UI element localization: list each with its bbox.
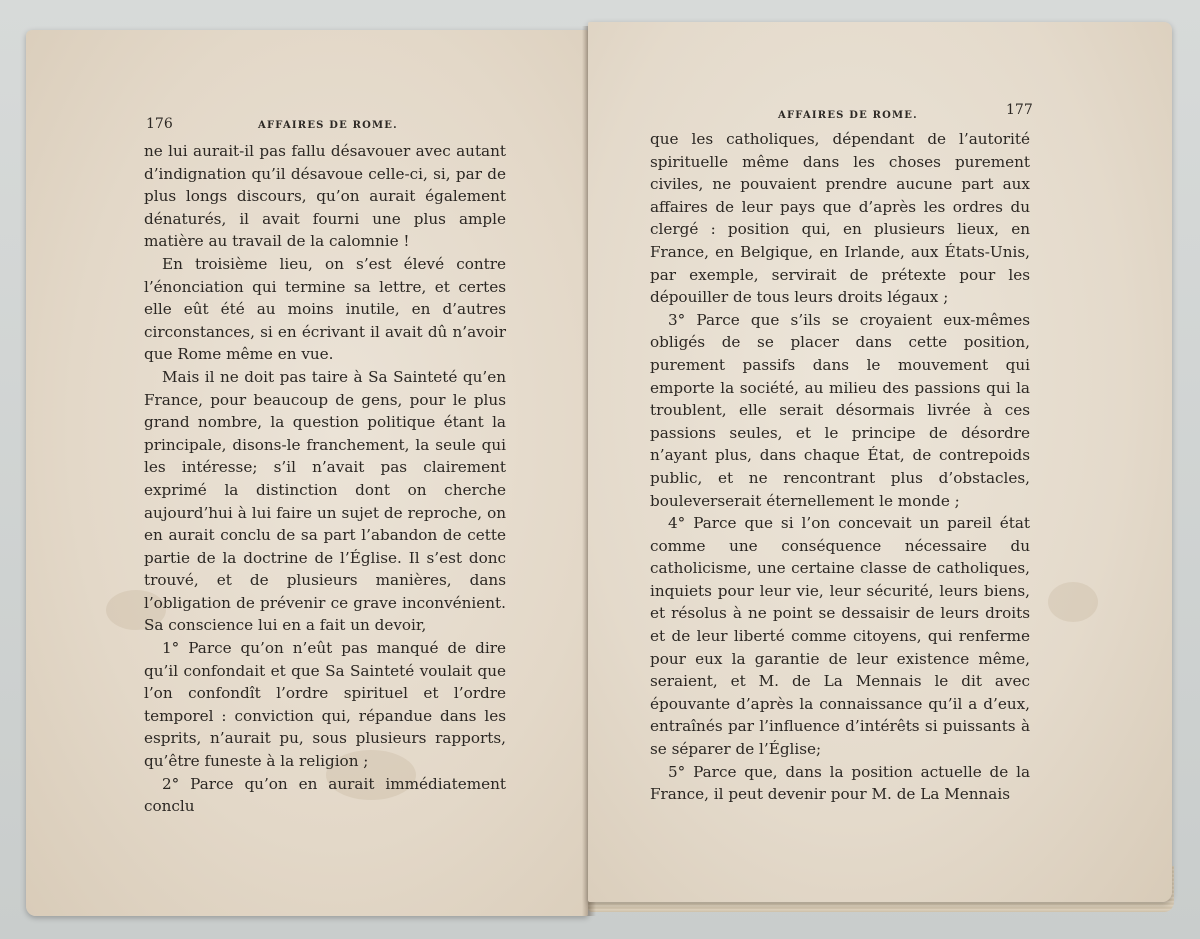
left-page-number: 176: [146, 116, 173, 132]
right-paragraph-3: 4° Parce que si l’on concevait un pareil état comme une conséquence nécessaire du catholicisme, une certaine classe de catholiques, inquiets pour leur vie, leur sécurité, leurs biens, et résolus à ne point se dessaisir de leurs droits et de leur liberté comme citoyens, qui renferme pour eux la garantie de leur existence même, seraient, et M. de La Mennais le dit avec épouvante d’après la connaissance qu’il a d’eux, entraînés par l’influence d’intérêts si puissants à se séparer de l’Église;: [650, 514, 1030, 759]
right-paragraph-1: que les catholiques, dépendant de l’autorité spirituelle même dans les choses purement civiles, ne pouvaient prendre aucune part aux affaires de leur pays que d’après les ordres du clergé : position qui, en plusieurs lieux, en France, en Belgique, en Irlande, aux États-Unis, par exemple, servirait de prétexte pour les dépouiller de tous leurs droits légaux ;: [650, 130, 1030, 307]
open-book: [22, 18, 1180, 923]
left-paragraph-2: En troisième lieu, on s’est élevé contre l’énonciation qui termine sa lettre, et certes elle eût été au moins inutile, en d’autres circonstances, si en écrivant il avait dû n’avoir que Rome même en vue.: [144, 254, 506, 364]
left-paragraph-3: Mais il ne doit pas taire à Sa Sainteté qu’en France, pour beaucoup de gens, pour le plus grand nombre, la question politique étant la principale, disons-le franchement, la seule qui les intéresse; s’il n’avait pas clairement exprimé la distinction dont on cherche aujourd’hui à lui faire un sujet de reproche, on en aurait conclu de sa part l’abandon de cette partie de la doctrine de l’Église. Il s’est donc trouvé, et de plusieurs manières, dans l’obligation de prévenir ce grave inconvénient. Sa conscience lui en a fait un devoir,: [144, 367, 506, 635]
right-running-head: AFFAIRES DE ROME.: [778, 110, 918, 121]
left-paragraph-4: 1° Parce qu’on n’eût pas manqué de dire qu’il confondait et que Sa Sainteté voulait que l’on confondît l’ordre spirituel et l’ordre temporel : conviction qui, répandue dans les esprits, n’aurait pu, sous plusieurs rapports, qu’être funeste à la religion ;: [144, 639, 506, 771]
right-text-block: [650, 128, 1030, 806]
right-page-number: 177: [1006, 102, 1033, 118]
left-paragraph-1: ne lui aurait-il pas fallu désavouer avec autant d’indignation qu’il désavoue celle-ci, si, par de plus longs discours, qu’on aurait également dénaturés, il avait fourni une plus ample matière au travail de la calomnie !: [144, 142, 506, 251]
left-page: [26, 30, 588, 916]
left-running-head: AFFAIRES DE ROME.: [258, 120, 398, 131]
left-paragraph-5: 2° Parce qu’on en aurait immédiatement conclu: [144, 774, 506, 816]
left-text-block: [144, 140, 506, 818]
right-page: [588, 22, 1172, 902]
right-paragraph-4: 5° Parce que, dans la position actuelle de la France, il peut devenir pour M. de La Mennais: [650, 762, 1030, 804]
right-paragraph-2: 3° Parce que s’ils se croyaient eux-mêmes obligés de se placer dans cette position, purement passifs dans le mouvement qui emporte la société, au milieu des passions qui la troublent, elle serait désormais livrée à ces passions seules, et le principe de désordre n’ayant plus, dans chaque État, de contrepoids public, et ne rencontrant plus d’obstacles, bouleverserait éternellement le monde ;: [650, 310, 1030, 510]
paper-stain: [1048, 582, 1098, 622]
